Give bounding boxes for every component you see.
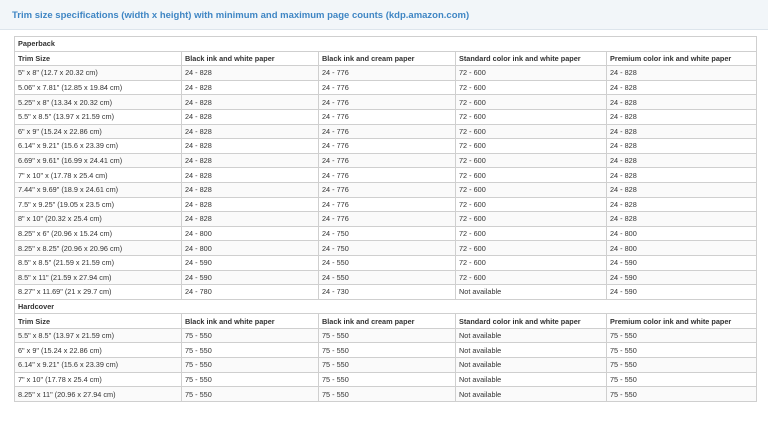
page-count-cell: 24 - 828 [182,109,319,124]
page-count-cell: 24 - 776 [319,80,456,95]
page-count-cell: 72 - 600 [456,168,607,183]
page-count-cell: 72 - 600 [456,197,607,212]
page-count-cell: Not available [456,328,607,343]
page-count-cell: 75 - 550 [607,372,757,387]
page-count-cell: 72 - 600 [456,66,607,81]
page-count-cell: 24 - 776 [319,66,456,81]
page-count-cell: 24 - 828 [182,197,319,212]
page-count-cell: 24 - 750 [319,241,456,256]
table-container [14,36,756,402]
column-header: Premium color ink and white paper [607,314,757,329]
page-count-cell: 75 - 550 [182,358,319,373]
page-count-cell: Not available [456,387,607,402]
page-count-cell: 24 - 776 [319,109,456,124]
page-count-cell: 24 - 828 [607,80,757,95]
page-count-cell: 72 - 600 [456,212,607,227]
trim-size-cell: 6" x 9" (15.24 x 22.86 cm) [15,343,182,358]
page-count-cell: 72 - 600 [456,153,607,168]
page-count-cell: 75 - 550 [319,358,456,373]
page-count-cell: 24 - 828 [182,212,319,227]
trim-size-cell: 8.27" x 11.69" (21 x 29.7 cm) [15,285,182,300]
page-count-cell: 24 - 550 [319,255,456,270]
page-count-cell: 24 - 800 [182,226,319,241]
trim-size-cell: 8.25" x 11" (20.96 x 27.94 cm) [15,387,182,402]
page-count-cell: 24 - 828 [182,182,319,197]
page-count-cell: 24 - 776 [319,153,456,168]
page-count-cell: 24 - 828 [182,168,319,183]
table-header-row [15,51,757,66]
trim-size-cell: 8.25" x 8.25" (20.96 x 20.96 cm) [15,241,182,256]
table-row [15,109,757,124]
trim-size-cell: 7.5" x 9.25" (19.05 x 23.5 cm) [15,197,182,212]
table-row [15,197,757,212]
page-count-cell: 24 - 780 [182,285,319,300]
trim-size-cell: 6.69" x 9.61" (16.99 x 24.41 cm) [15,153,182,168]
page-count-cell: 24 - 776 [319,95,456,110]
table-row [15,343,757,358]
table-row [15,285,757,300]
page-count-cell: 75 - 550 [607,343,757,358]
page-count-cell: 24 - 828 [607,95,757,110]
page-count-cell: 24 - 828 [607,124,757,139]
page-count-cell: Not available [456,343,607,358]
trim-size-cell: 5.5" x 8.5" (13.97 x 21.59 cm) [15,109,182,124]
table-row [15,241,757,256]
page-count-cell: 24 - 590 [607,285,757,300]
section-row-hardcover [15,299,757,314]
page-count-cell: 24 - 800 [182,241,319,256]
table-row [15,95,757,110]
page-count-cell: 24 - 800 [607,226,757,241]
section-title: Paperback [15,37,757,52]
page-count-cell: 24 - 828 [607,182,757,197]
page-title: Trim size specifications (width x height) with minimum and maximum page counts (kdp.amazon.com) [12,10,470,21]
page-count-cell: 75 - 550 [607,358,757,373]
page-count-cell: 72 - 600 [456,270,607,285]
page-count-cell: Not available [456,358,607,373]
page-count-cell: 75 - 550 [319,372,456,387]
table-row [15,212,757,227]
page-count-cell: Not available [456,372,607,387]
trim-size-cell: 5" x 8" (12.7 x 20.32 cm) [15,66,182,81]
trim-size-table [14,36,757,402]
column-header: Black ink and cream paper [319,51,456,66]
page-count-cell: 72 - 600 [456,124,607,139]
trim-size-cell: 5.5" x 8.5" (13.97 x 21.59 cm) [15,328,182,343]
trim-size-cell: 8.5" x 11" (21.59 x 27.94 cm) [15,270,182,285]
table-row [15,153,757,168]
page-count-cell: 75 - 550 [607,387,757,402]
trim-size-cell: 6.14" x 9.21" (15.6 x 23.39 cm) [15,358,182,373]
column-header: Black ink and cream paper [319,314,456,329]
page-count-cell: 24 - 828 [607,109,757,124]
column-header: Premium color ink and white paper [607,51,757,66]
table-row [15,328,757,343]
page-heading-bar [0,0,768,30]
page-count-cell: 24 - 776 [319,197,456,212]
table-row [15,80,757,95]
page-count-cell: 72 - 600 [456,139,607,154]
page-count-cell: 75 - 550 [182,387,319,402]
page-count-cell: 24 - 828 [182,80,319,95]
page-count-cell: 75 - 550 [319,343,456,358]
page-count-cell: 24 - 828 [607,197,757,212]
page-count-cell: 24 - 750 [319,226,456,241]
column-header: Black ink and white paper [182,51,319,66]
page-count-cell: 24 - 800 [607,241,757,256]
table-row [15,255,757,270]
page-count-cell: 24 - 776 [319,139,456,154]
table-row [15,226,757,241]
trim-size-cell: 5.06" x 7.81" (12.85 x 19.84 cm) [15,80,182,95]
page-count-cell: 24 - 828 [607,168,757,183]
page-count-cell: 24 - 590 [607,255,757,270]
table-row [15,168,757,183]
page-count-cell: 24 - 590 [182,270,319,285]
page-count-cell: 75 - 550 [319,387,456,402]
page-count-cell: 24 - 730 [319,285,456,300]
page-count-cell: 72 - 600 [456,226,607,241]
table-row [15,387,757,402]
page-count-cell: 24 - 776 [319,212,456,227]
trim-size-cell: 8.5" x 8.5" (21.59 x 21.59 cm) [15,255,182,270]
page-count-cell: 72 - 600 [456,80,607,95]
page-count-cell: 72 - 600 [456,109,607,124]
page-count-cell: 72 - 600 [456,241,607,256]
table-header-row [15,314,757,329]
section-title: Hardcover [15,299,757,314]
page-count-cell: 24 - 828 [607,139,757,154]
page-count-cell: 24 - 828 [182,139,319,154]
page-count-cell: 24 - 828 [182,66,319,81]
page-count-cell: 24 - 590 [607,270,757,285]
page-count-cell: 24 - 828 [182,95,319,110]
trim-size-cell: 6" x 9" (15.24 x 22.86 cm) [15,124,182,139]
column-header: Black ink and white paper [182,314,319,329]
table-row [15,124,757,139]
page-count-cell: 24 - 550 [319,270,456,285]
trim-size-cell: 8" x 10" (20.32 x 25.4 cm) [15,212,182,227]
column-header: Trim Size [15,314,182,329]
table-row [15,182,757,197]
page-count-cell: 75 - 550 [607,328,757,343]
table-row [15,372,757,387]
trim-size-cell: 5.25" x 8" (13.34 x 20.32 cm) [15,95,182,110]
trim-size-table-body [15,37,757,402]
trim-size-cell: 8.25" x 6" (20.96 x 15.24 cm) [15,226,182,241]
page-count-cell: 72 - 600 [456,182,607,197]
page-count-cell: 72 - 600 [456,95,607,110]
page-count-cell: 24 - 776 [319,182,456,197]
column-header: Standard color ink and white paper [456,51,607,66]
page-count-cell: 75 - 550 [182,372,319,387]
page-count-cell: 24 - 590 [182,255,319,270]
column-header: Trim Size [15,51,182,66]
table-row [15,139,757,154]
section-row-paperback [15,37,757,52]
page-count-cell: 24 - 828 [607,212,757,227]
column-header: Standard color ink and white paper [456,314,607,329]
page-count-cell: 24 - 828 [607,153,757,168]
page-count-cell: 24 - 776 [319,168,456,183]
page-count-cell: 24 - 828 [607,66,757,81]
trim-size-cell: 6.14" x 9.21" (15.6 x 23.39 cm) [15,139,182,154]
table-row [15,358,757,373]
page-count-cell: 75 - 550 [182,343,319,358]
page-count-cell: 72 - 600 [456,255,607,270]
page-count-cell: Not available [456,285,607,300]
page-count-cell: 24 - 828 [182,153,319,168]
trim-size-cell: 7.44" x 9.69" (18.9 x 24.61 cm) [15,182,182,197]
page-count-cell: 75 - 550 [319,328,456,343]
trim-size-cell: 7" x 10" x (17.78 x 25.4 cm) [15,168,182,183]
trim-size-cell: 7" x 10" (17.78 x 25.4 cm) [15,372,182,387]
page-count-cell: 75 - 550 [182,328,319,343]
table-row [15,66,757,81]
table-row [15,270,757,285]
page-count-cell: 24 - 828 [182,124,319,139]
page-count-cell: 24 - 776 [319,124,456,139]
